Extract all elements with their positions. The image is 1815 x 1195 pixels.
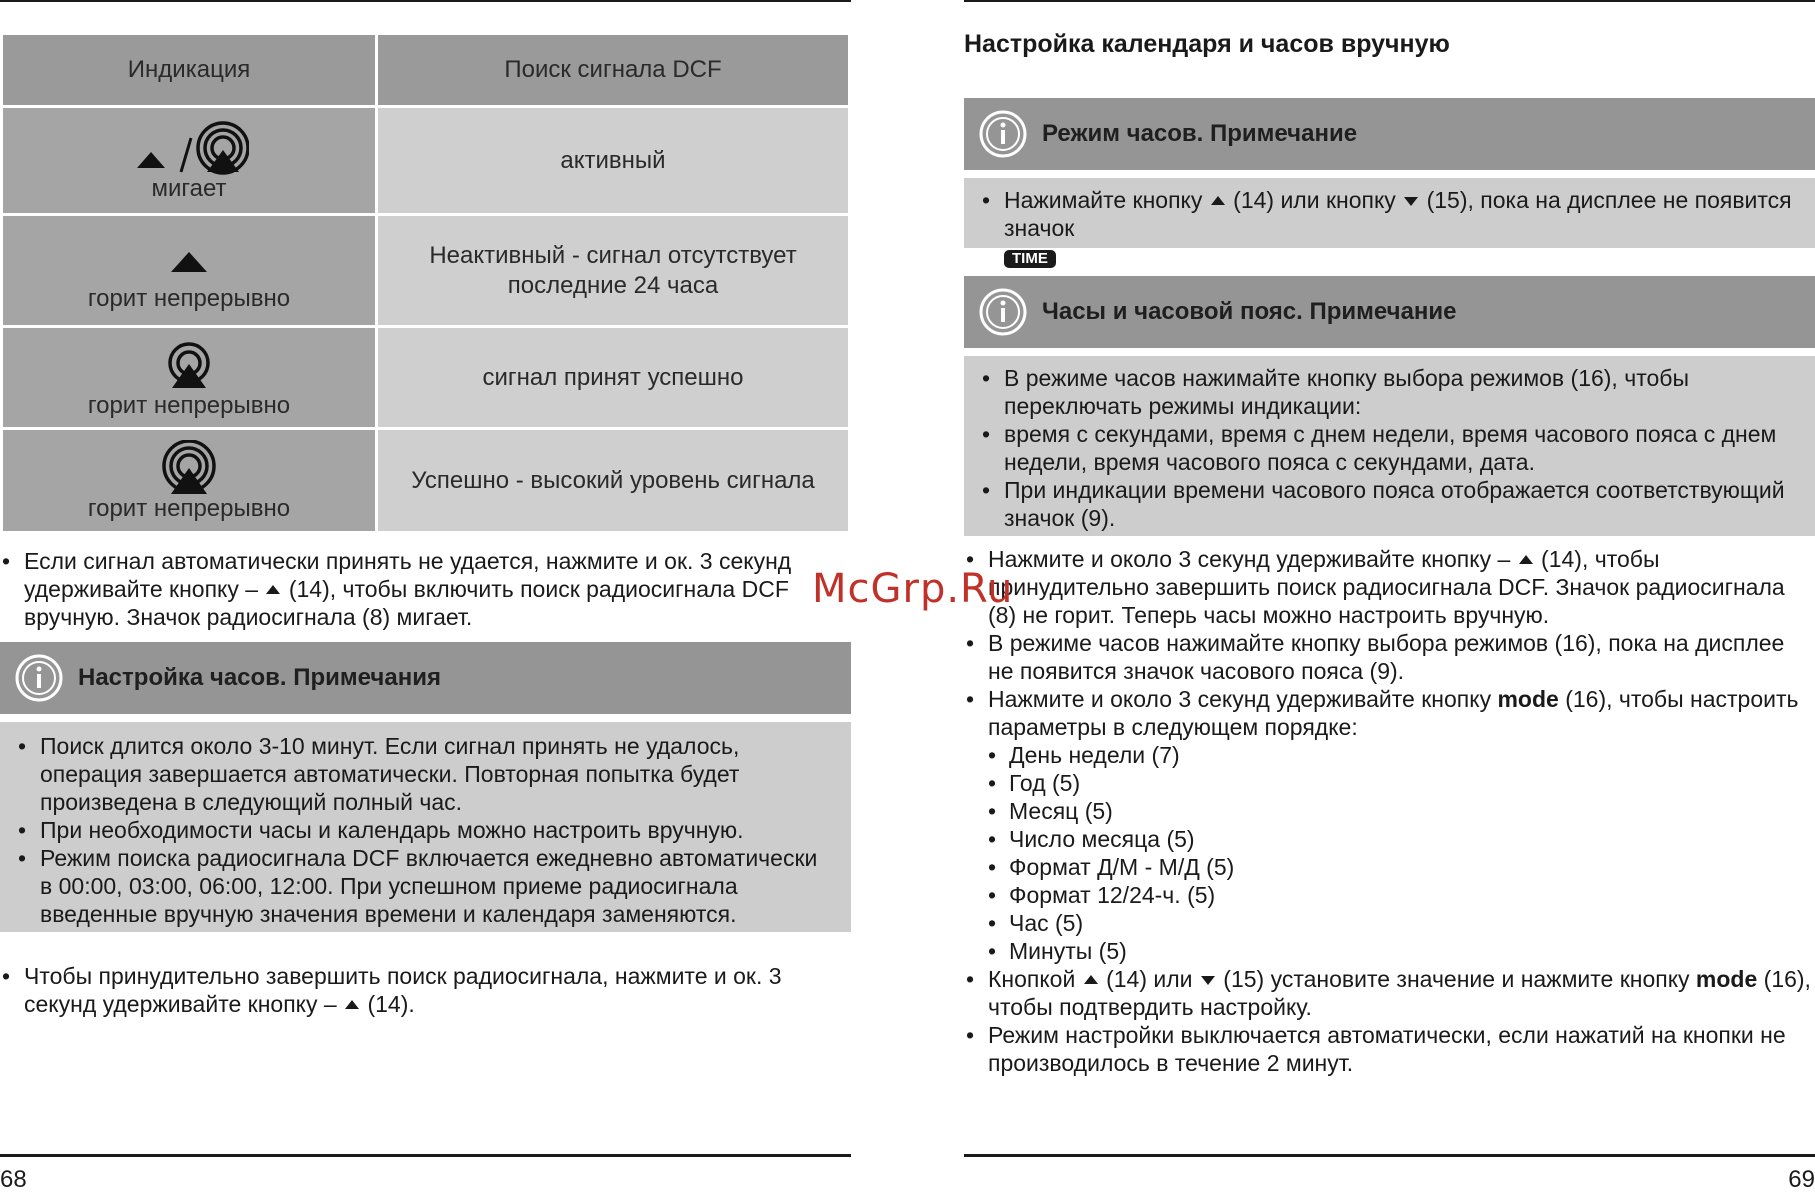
watermark: McGrp.Ru [812, 566, 1014, 612]
left-page [0, 0, 851, 1195]
time-badge: TIME [1004, 250, 1056, 268]
table-cell-status: сигнал принят успешно [377, 327, 850, 429]
clock-notes-header [0, 642, 851, 714]
triangle-slash-signal-icon [129, 120, 249, 176]
list-item: • В режиме часов нажимайте кнопку выбора режимов (16), чтобы переключать режимы индикации: [982, 364, 1802, 420]
list-item: • Число месяца (5) [988, 825, 1811, 853]
up-arrow-icon [266, 585, 280, 594]
indication-label: мигает [151, 174, 227, 202]
settings-order-list [988, 741, 1811, 965]
bottom-rule [964, 1154, 1815, 1157]
list-item: • В режиме часов нажимайте кнопку выбора режимов (16), пока на дисплее не появится значок часового пояса (9). [966, 629, 1811, 685]
up-arrow-icon [1211, 196, 1225, 205]
list-item: • Нажмите и около 3 секунд удерживайте кнопку – (14), чтобы принудительно завершить поиск радиосигнала DCF. Значок радиосигнала (8) не горит. Теперь часы можно настроить вручную. [966, 545, 1811, 629]
clock-notes-body [0, 722, 851, 932]
up-arrow-icon [1084, 975, 1098, 984]
list-item: • Кнопкой (14) или (15) установите значение и нажмите кнопку mode (16), чтобы подтвердить настройку. [966, 965, 1811, 1021]
down-arrow-icon [1404, 197, 1418, 206]
page-number: 68 [0, 1166, 27, 1193]
table-row [2, 327, 850, 429]
up-arrow-icon [345, 1000, 359, 1009]
list-item: • Формат 12/24-ч. (5) [988, 881, 1811, 909]
page-number: 69 [1788, 1166, 1815, 1193]
table-row [2, 107, 850, 215]
list-item: • Чтобы принудительно завершить поиск радиосигнала, нажмите и ок. 3 секунд удерживайте кнопку – (14). [2, 962, 842, 1018]
info-icon [978, 287, 1028, 337]
list-item: • Режим настройки выключается автоматически, если нажатий на кнопки не производилось в течение 2 минут. [966, 1021, 1811, 1077]
table-cell-status: Успешно - высокий уровень сигнала [377, 429, 850, 533]
table-cell-indication [2, 107, 377, 215]
auto-signal-bullet-list [2, 547, 842, 631]
triangle-icon [169, 230, 209, 286]
list-item: • Минуты (5) [988, 937, 1811, 965]
list-item: • Если сигнал автоматически принять не удается, нажмите и ок. 3 секунд удерживайте кнопку – (14), чтобы включить поиск радиосигнала DCF вручную. Значок радиосигнала (8) мигает. [2, 547, 842, 631]
list-item: • Месяц (5) [988, 797, 1811, 825]
indication-label: горит непрерывно [87, 391, 291, 419]
info-icon [978, 109, 1028, 159]
list-item: • Режим поиска радиосигнала DCF включается ежедневно автоматически в 00:00, 03:00, 06:00, 12:00. При успешном приеме радиосигнала введенные вручную значения времени и календаря заменяются. [18, 844, 833, 928]
indication-label: горит непрерывно [87, 284, 291, 312]
table-header: Поиск сигнала DCF [377, 34, 850, 107]
table-row [2, 429, 850, 533]
list-item: • При индикации времени часового пояса отображается соответствующий значок (9). [982, 476, 1802, 532]
clock-mode-note-body [964, 178, 1815, 267]
table-cell-indication [2, 215, 377, 327]
down-arrow-icon [1201, 976, 1215, 985]
clock-notes-list [18, 732, 833, 928]
list-item: • Час (5) [988, 909, 1811, 937]
table-cell-indication [2, 327, 377, 429]
table-cell-status: активный [377, 107, 850, 215]
force-stop-bullet-list [2, 962, 842, 1018]
info-icon [14, 653, 64, 703]
table-header: Индикация [2, 34, 377, 107]
up-arrow-icon [1519, 555, 1533, 564]
table-cell-status: Неактивный - сигнал отсутствует последние 24 часа [377, 215, 850, 327]
timezone-note-header [964, 276, 1815, 348]
dcf-indication-table [0, 32, 851, 534]
note-title: Часы и часовой пояс. Примечание [1042, 298, 1457, 325]
list-item: • При необходимости часы и календарь можно настроить вручную. [18, 816, 833, 844]
page-heading: Настройка календаря и часов вручную [964, 30, 1450, 58]
clock-mode-list [982, 186, 1802, 270]
list-item: • Поиск длится около 3-10 минут. Если сигнал принять не удалось, операция завершается автоматически. Повторная попытка будет произведена в следующий полный час. [18, 732, 833, 816]
timezone-note-body [964, 356, 1815, 536]
timezone-note-list [982, 364, 1802, 532]
right-page [964, 0, 1815, 1195]
top-rule [0, 0, 851, 2]
manual-setup-steps [966, 545, 1811, 1077]
note-title: Настройка часов. Примечания [78, 664, 441, 691]
table-cell-indication [2, 429, 377, 533]
top-rule [964, 0, 1815, 2]
clock-mode-note-header [964, 98, 1815, 170]
list-item: • Нажмите и около 3 секунд удерживайте кнопку mode (16), чтобы настроить параметры в следующем порядке: • День недели (7) • Год (5) • Месяц (5) • Число месяца (5) • Формат Д/М - М/Д (5) • Формат 12/24-ч. (5) • Час (5) • Минуты (5) [966, 685, 1811, 965]
indication-label: горит непрерывно [87, 494, 291, 522]
list-item: • время с секундами, время с днем недели, время часового пояса с днем недели, время часового пояса с секундами, дата. [982, 420, 1802, 476]
list-item: • Год (5) [988, 769, 1811, 797]
bottom-rule [0, 1154, 851, 1157]
list-item: • Нажимайте кнопку (14) или кнопку (15), пока на дисплее не появится значок TIME [982, 186, 1802, 270]
list-item: • День недели (7) [988, 741, 1811, 769]
signal-strong-icon [161, 440, 217, 496]
signal-weak-icon [164, 337, 214, 393]
note-title: Режим часов. Примечание [1042, 120, 1358, 147]
table-row [2, 215, 850, 327]
list-item: • Формат Д/М - М/Д (5) [988, 853, 1811, 881]
table-header-row [2, 34, 850, 107]
